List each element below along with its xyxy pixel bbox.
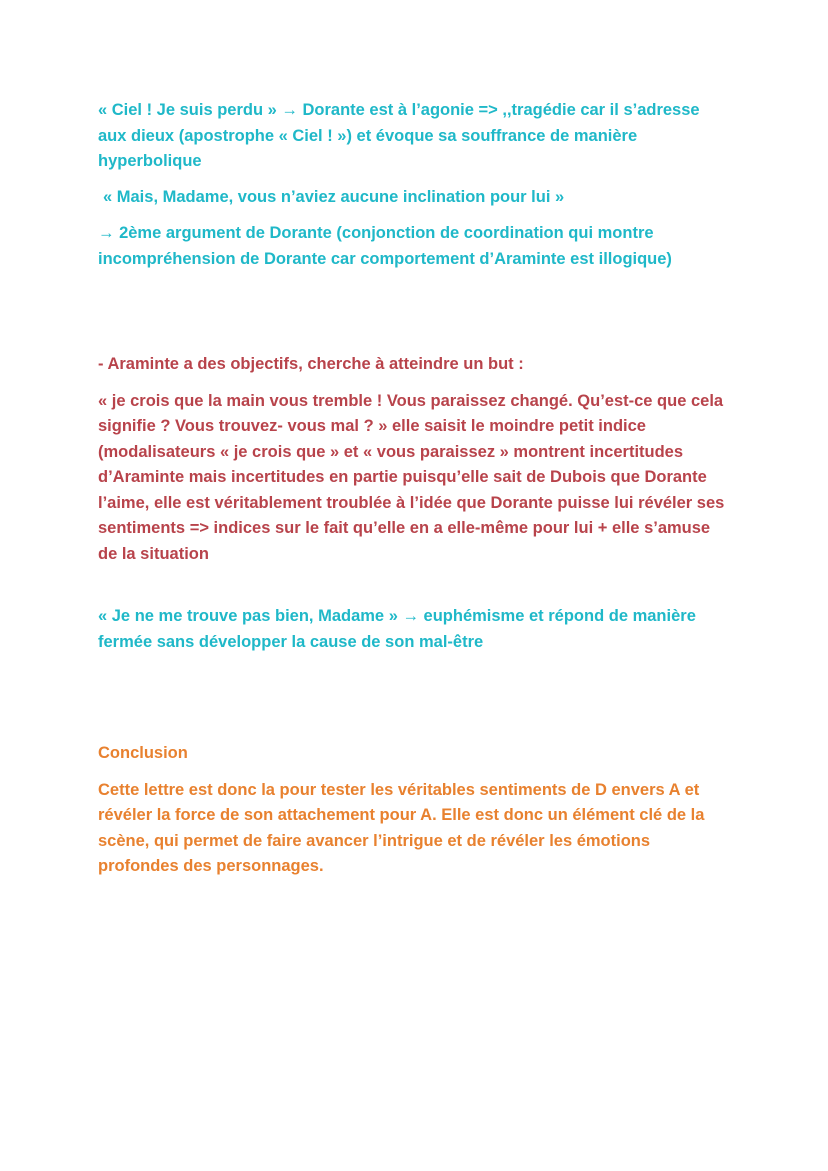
paragraph-araminte-analysis: « je crois que la main vous tremble ! Vous paraissez changé. Qu’est-ce que cela signifie ? Vous trouvez- vous mal ? » elle saisit le moindre petit indice (modalisateurs « je crois que » et « vous paraissez » montrent incertitudes d’Araminte mais incertitudes en partie puisqu’elle sait de Dubois que Dorante l’aime, elle est véritablement troublée à l’idée que Dorante puisse lui révéler ses sentiments => indices sur le fait qu’elle en a elle-même pour lui + elle s’amuse de la situation xyxy=(98,391,725,563)
paragraph-second-argument: → 2ème argument de Dorante (conjonction de coordination qui montre incompréhension de Dorante car comportement d’Araminte est illogique) xyxy=(98,224,672,268)
paragraph-araminte-objectives: - Araminte a des objectifs, cherche à atteindre un but : xyxy=(98,355,524,373)
document-page xyxy=(98,98,730,880)
conclusion-title: Conclusion xyxy=(98,744,188,762)
paragraph-quote-inclination: « Mais, Madame, vous n’aviez aucune inclination pour lui » xyxy=(103,187,565,206)
paragraph-ciel-perdu: « Ciel ! Je suis perdu » → Dorante est à l’agonie => ,,tragédie car il s’adresse aux dieux (apostrophe « Ciel ! ») et évoque sa souffrance de manière hyperbolique xyxy=(98,101,700,170)
conclusion-text: Cette lettre est donc la pour tester les véritables sentiments de D envers A et révéler la force de son attachement pour A. Elle est donc un élément clé de la scène, qui permet de faire avancer l’intrigue et de révéler les émotions profondes des personnages. xyxy=(98,780,705,875)
paragraph-euphemism: « Je ne me trouve pas bien, Madame » → euphémisme et répond de manière fermée sans développer la cause de son mal-être xyxy=(98,607,696,651)
